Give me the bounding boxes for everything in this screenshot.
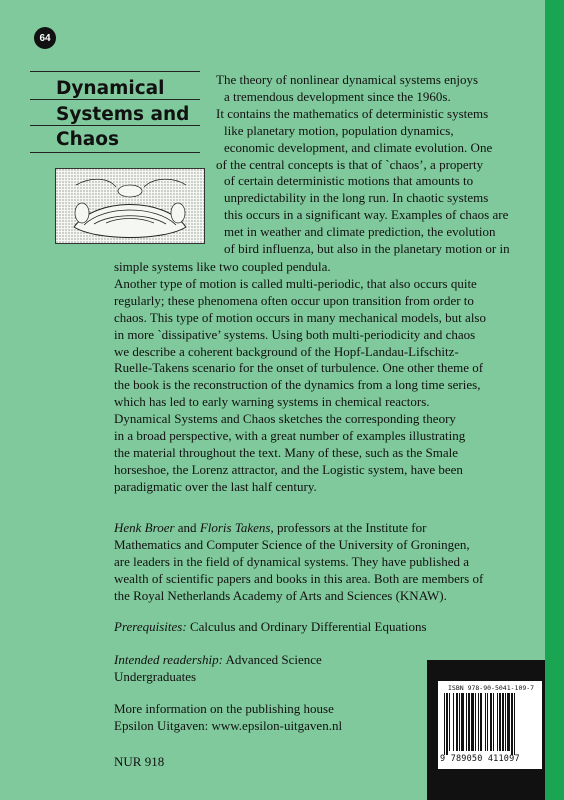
text-line: unpredictability in the long run. In chaotic systems bbox=[224, 190, 489, 206]
text-line: economic development, and climate evolution. One bbox=[224, 139, 493, 155]
series-number-badge: 64 bbox=[34, 27, 56, 49]
text-fragment: and bbox=[174, 520, 200, 535]
description-paragraph bbox=[114, 259, 486, 496]
barcode-bar bbox=[511, 693, 513, 755]
author-name: Henk Broer bbox=[114, 520, 175, 535]
text-line: It contains the mathematics of deterministic systems bbox=[216, 105, 489, 121]
barcode-bar bbox=[446, 693, 448, 755]
text-line: like planetary motion, population dynamics, bbox=[224, 122, 454, 138]
title-rule-top bbox=[30, 71, 200, 72]
cover-figure bbox=[55, 168, 205, 244]
barcode-bar bbox=[502, 693, 504, 751]
barcode-bar bbox=[444, 693, 445, 755]
text-fragment: , professors at the Institute for bbox=[270, 520, 427, 535]
title-line: Dynamical bbox=[56, 78, 165, 99]
text-line bbox=[114, 520, 483, 537]
text-line: paradigmatic over the last half century. bbox=[114, 478, 317, 494]
text-line: of bird influenza, but also in the planetary motion or in bbox=[224, 241, 510, 257]
text-line: Another type of motion is called multi-periodic, that also occurs quite bbox=[114, 275, 477, 291]
intro-paragraph bbox=[216, 72, 510, 258]
barcode-bar bbox=[493, 693, 494, 751]
publisher-info bbox=[114, 701, 342, 735]
text-line: Undergraduates bbox=[114, 668, 197, 684]
barcode-bar bbox=[475, 693, 476, 751]
text-line bbox=[114, 652, 322, 669]
text-line: Ruelle-Takens scenario for the onset of turbulence. One other theme of bbox=[114, 360, 484, 376]
text-line: we describe a coherent background of the Hopf-Landau-Lifschitz- bbox=[114, 343, 459, 359]
isbn-barcode bbox=[438, 681, 542, 769]
text-line: Epsilon Uitgaven: www.epsilon-uitgaven.nl bbox=[114, 717, 343, 733]
text-line: the book is the reconstruction of the dynamics from a long time series, bbox=[114, 377, 481, 393]
text-line: Mathematics and Computer Science of the University of Groningen, bbox=[114, 536, 470, 552]
green-stripe bbox=[545, 0, 564, 800]
barcode-bar bbox=[507, 693, 510, 751]
readership-value: Advanced Science bbox=[222, 652, 322, 667]
barcode-bar bbox=[466, 693, 467, 751]
barcode-bar bbox=[497, 693, 498, 751]
barcode-bar bbox=[461, 693, 464, 751]
barcode-bar bbox=[480, 693, 482, 751]
barcode-bar bbox=[453, 693, 454, 751]
text-line: in a broad perspective, with a great number of examples illustrating bbox=[114, 428, 466, 444]
barcode-bar bbox=[471, 693, 474, 751]
isbn-digits: 9 789050 411097 bbox=[440, 754, 520, 764]
text-line: this occurs in a significant way. Examples of chaos are bbox=[224, 207, 509, 223]
barcode-bar bbox=[487, 693, 488, 751]
nur-code: NUR 918 bbox=[114, 754, 165, 769]
text-line: in more `dissipative’ systems. Using both multi-periodicity and chaos bbox=[114, 326, 476, 342]
text-line: More information on the publishing house bbox=[114, 701, 334, 716]
text-line: horseshoe, the Lorenz attractor, and the Logistic system, have been bbox=[114, 461, 463, 477]
text-line: met in weather and climate prediction, the evolution bbox=[224, 224, 496, 240]
title-line: Chaos bbox=[56, 129, 119, 150]
barcode-bar bbox=[499, 693, 501, 751]
text-line: a tremendous development since the 1960s. bbox=[224, 88, 451, 104]
readership-label: Intended readership: bbox=[114, 652, 223, 667]
text-line: are leaders in the field of dynamical systems. They have published a bbox=[114, 553, 469, 569]
text-line: which has led to early warning systems in chemical reactors. bbox=[114, 394, 430, 410]
prerequisites-label: Prerequisites: bbox=[114, 619, 187, 634]
phase-portrait-illustration bbox=[56, 169, 204, 243]
readership bbox=[114, 652, 322, 686]
text-line: simple systems like two coupled pendula. bbox=[114, 259, 331, 274]
book-title bbox=[56, 76, 189, 153]
prerequisites bbox=[114, 619, 427, 636]
text-line: wealth of scientific papers and books in this area. Both are members of bbox=[114, 570, 484, 586]
text-line: of certain deterministic motions that amounts to bbox=[224, 173, 474, 189]
author-name: Floris Takens bbox=[199, 520, 271, 535]
barcode-bar bbox=[478, 693, 479, 751]
authors-paragraph bbox=[114, 520, 483, 605]
text-line: The theory of nonlinear dynamical systems enjoys bbox=[216, 72, 479, 87]
text-line: of the central concepts is that of `chaos’, a property bbox=[216, 156, 484, 172]
barcode-bar bbox=[459, 693, 460, 751]
barcode-bar bbox=[514, 693, 515, 755]
text-line: the Royal Netherlands Academy of Arts and Sciences (KNAW). bbox=[114, 587, 447, 603]
title-line: Systems and bbox=[56, 103, 190, 125]
text-line: regularly; these phenomena often occur upon transition from order to bbox=[114, 292, 474, 308]
barcode-bar bbox=[505, 693, 506, 751]
prerequisites-value: Calculus and Ordinary Differential Equations bbox=[186, 619, 427, 634]
text-line: the material throughout the text. Many of these, such as the Smale bbox=[114, 444, 459, 460]
barcode-bar bbox=[456, 693, 458, 751]
barcode-bar bbox=[485, 693, 486, 751]
barcode-bar bbox=[468, 693, 470, 751]
text-line: Dynamical Systems and Chaos sketches the corresponding theory bbox=[114, 411, 456, 427]
text-line: chaos. This type of motion occurs in many mechanical models, but also bbox=[114, 309, 486, 325]
barcode-bars bbox=[442, 693, 538, 755]
barcode-bar bbox=[490, 693, 492, 751]
barcode-bar bbox=[449, 693, 450, 751]
isbn-label: ISBN 978-90-5041-109-7 bbox=[448, 684, 535, 692]
